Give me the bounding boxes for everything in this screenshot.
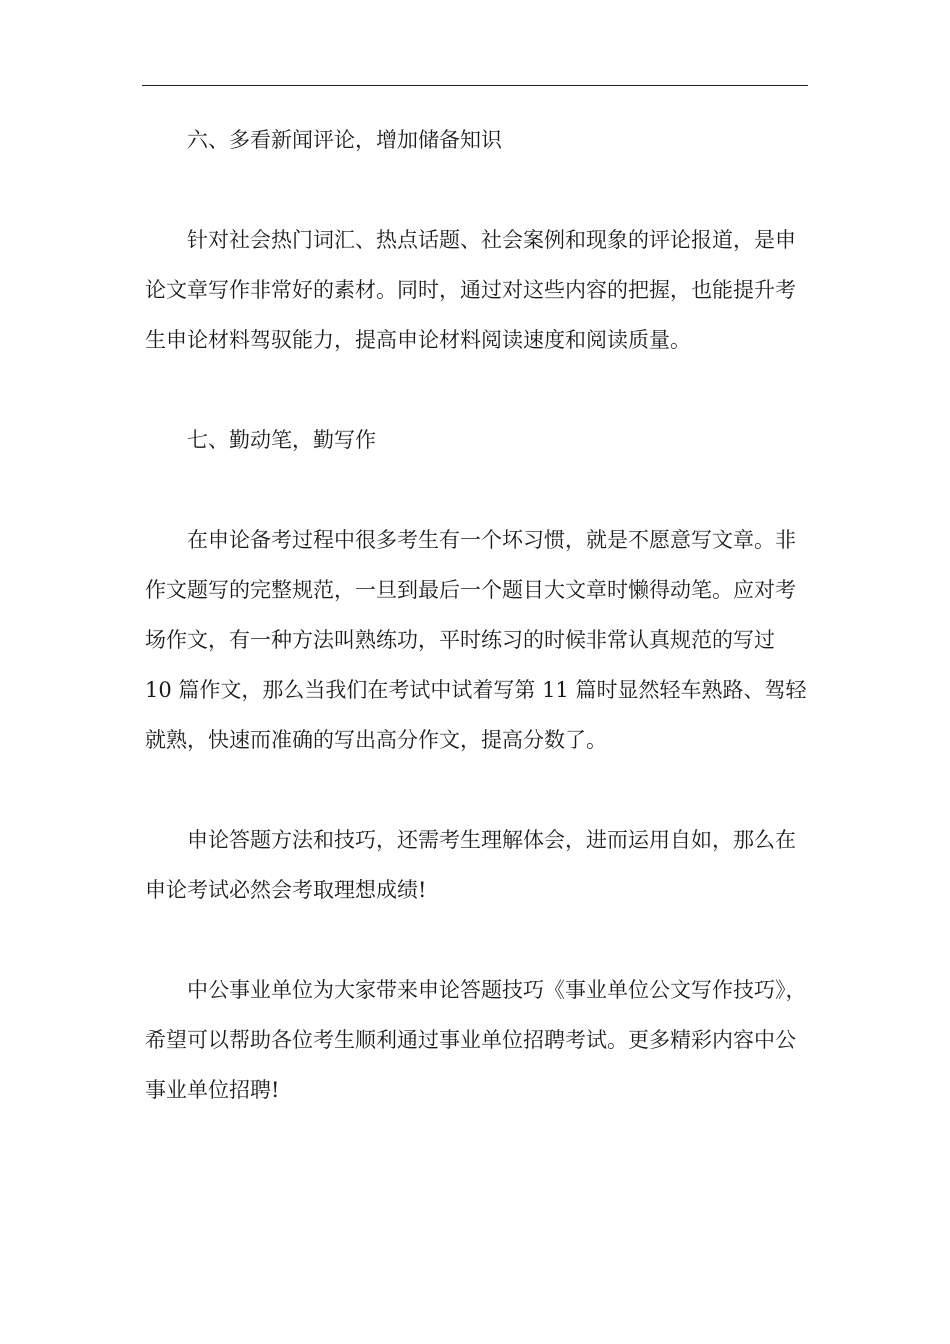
spacer <box>145 165 807 215</box>
section-6-body: 针对社会热门词汇、热点话题、社会案例和现象的评论报道，是申论文章写作非常好的素材。同时，通过对这些内容的把握，也能提升考生申论材料驾驭能力，提高申论材料阅读速度和阅读质量。 <box>145 228 796 352</box>
section-7-heading: 七、勤动笔，勤写作 <box>187 428 376 452</box>
spacer <box>145 915 807 965</box>
header-rule <box>142 85 808 86</box>
spacer <box>145 365 807 415</box>
spacer <box>145 465 807 515</box>
closing-paragraph: 中公事业单位为大家带来申论答题技巧《事业单位公文写作技巧》，希望可以帮助各位考生顺利通过事业单位招聘考试。更多精彩内容中公事业单位招聘! <box>145 978 807 1102</box>
section-7-body: 在申论备考过程中很多考生有一个坏习惯，就是不愿意写文章。非作文题写的完整规范，一旦到最后一个题目大文章时懒得动笔。应对考场作文，有一种方法叫熟练功，平时练习的时候非常认真规范的写过 10 篇作文，那么当我们在考试中试着写第 11 篇时显然轻车熟路、驾轻就熟，快速而准确的写出高分作文，提高分数了。 <box>145 528 807 752</box>
document-content <box>145 115 807 1115</box>
conclusion-paragraph: 申论答题方法和技巧，还需考生理解体会，进而运用自如，那么在申论考试必然会考取理想成绩! <box>145 828 796 902</box>
section-6-heading: 六、多看新闻评论，增加储备知识 <box>187 128 502 152</box>
spacer <box>145 765 807 815</box>
